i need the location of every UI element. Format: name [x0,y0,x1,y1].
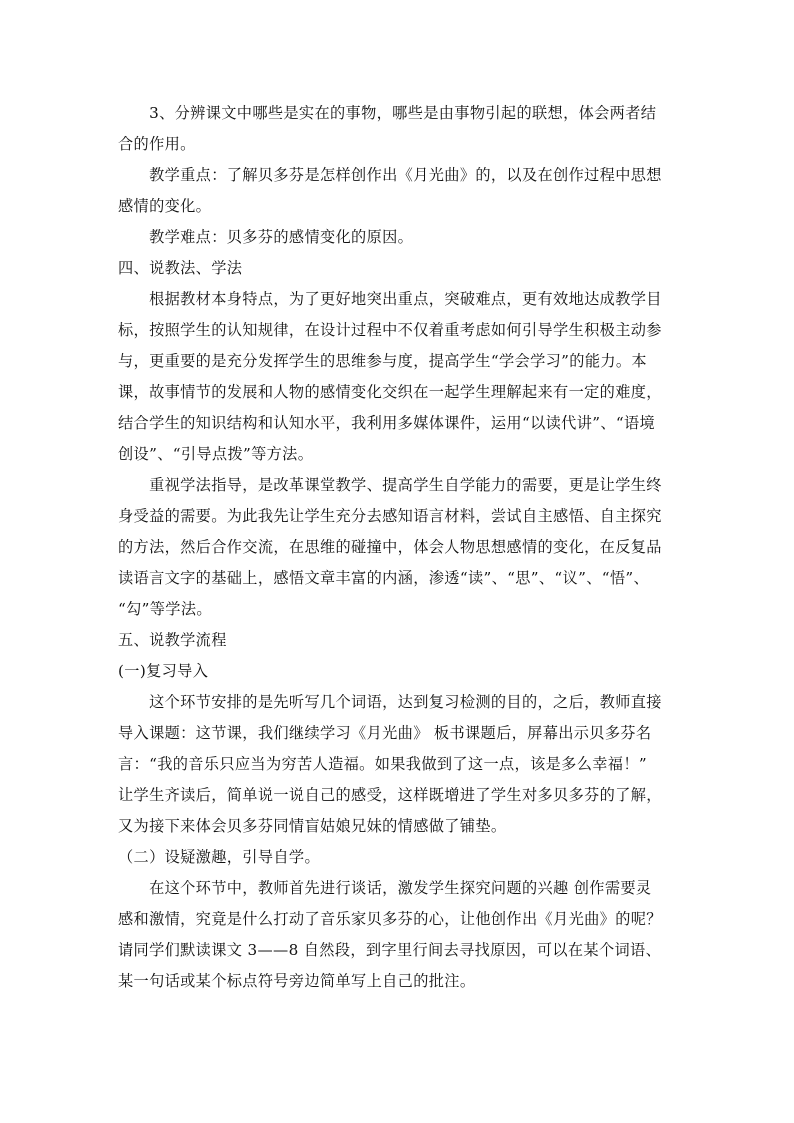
subsection-heading: （二）设疑激趣，引导自学。 [118,848,320,866]
paragraph-line: 标，按照学生的认知规律，在设计过程中不仅着重考虑如何引导学生积极主动参 [118,321,662,339]
subsection-heading: (一)复习导入 [118,662,209,680]
paragraph-line: 某一句话或某个标点符号旁边简单写上自己的批注。 [118,972,476,990]
paragraph-line: 感情的变化。 [118,197,212,215]
paragraph-line: 教学重点：了解贝多芬是怎样创作出《月光曲》的，以及在创作过程中思想 [118,166,662,184]
paragraph-line: 合的作用。 [118,135,196,153]
paragraph-line: 感和激情，究竟是什么打动了音乐家贝多芬的心，让他创作出《月光曲》的呢？ [118,910,662,928]
paragraph-line: “勾”等学法。 [118,600,212,618]
paragraph-line: 身受益的需要。为此我先让学生充分去感知语言材料，尝试自主感悟、自主探究 [118,507,662,525]
section-heading: 四、说教法、学法 [118,259,243,277]
paragraph-line: 与，更重要的是充分发挥学生的思维参与度，提高学生“学会学习”的能力。本 [118,352,647,370]
paragraph-line: 导入课题：这节课，我们继续学习《月光曲》 板书课题后，屏幕出示贝多芬名 [118,724,652,742]
paragraph-line: 创设”、“引导点拨”等方法。 [118,445,314,463]
paragraph-line: 在这个环节中，教师首先进行谈话，激发学生探究问题的兴趣 创作需要灵 [118,879,652,897]
paragraph-line: 3、分辨课文中哪些是实在的事物，哪些是由事物引起的联想，体会两者结 [118,104,657,122]
section-heading: 五、说教学流程 [118,631,227,649]
paragraph-line: 让学生齐读后，简单说一说自己的感受，这样既增进了学生对多贝多芬的了解， [118,786,662,804]
paragraph-line: 言：“我的音乐只应当为穷苦人造福。如果我做到了这一点，该是多么幸福！” [118,755,647,773]
paragraph-line: 结合学生的知识结构和认知水平，我利用多媒体课件，运用“以读代讲”、“语境 [118,414,656,432]
paragraph-line: 这个环节安排的是先听写几个词语，达到复习检测的目的，之后，教师直接 [118,693,662,711]
paragraph-line: 读语言文字的基础上，感悟文章丰富的内涵，渗透“读”、“思”、“议”、“悟”、 [118,569,650,587]
paragraph-line: 的方法，然后合作交流，在思维的碰撞中，体会人物思想感情的变化，在反复品 [118,538,662,556]
paragraph-line: 请同学们默读课文 3——8 自然段，到字里行间去寻找原因，可以在某个词语、 [118,941,662,959]
paragraph-line: 课，故事情节的发展和人物的感情变化交织在一起学生理解起来有一定的难度， [118,383,662,401]
paragraph-line: 教学难点：贝多芬的感情变化的原因。 [118,228,414,246]
paragraph-line: 根据教材本身特点，为了更好地突出重点，突破难点，更有效地达成教学目 [118,290,662,308]
paragraph-line: 又为接下来体会贝多芬同情盲姑娘兄妹的情感做了铺垫。 [118,817,507,835]
paragraph-line: 重视学法指导，是改革课堂教学、提高学生自学能力的需要，更是让学生终 [118,476,662,494]
